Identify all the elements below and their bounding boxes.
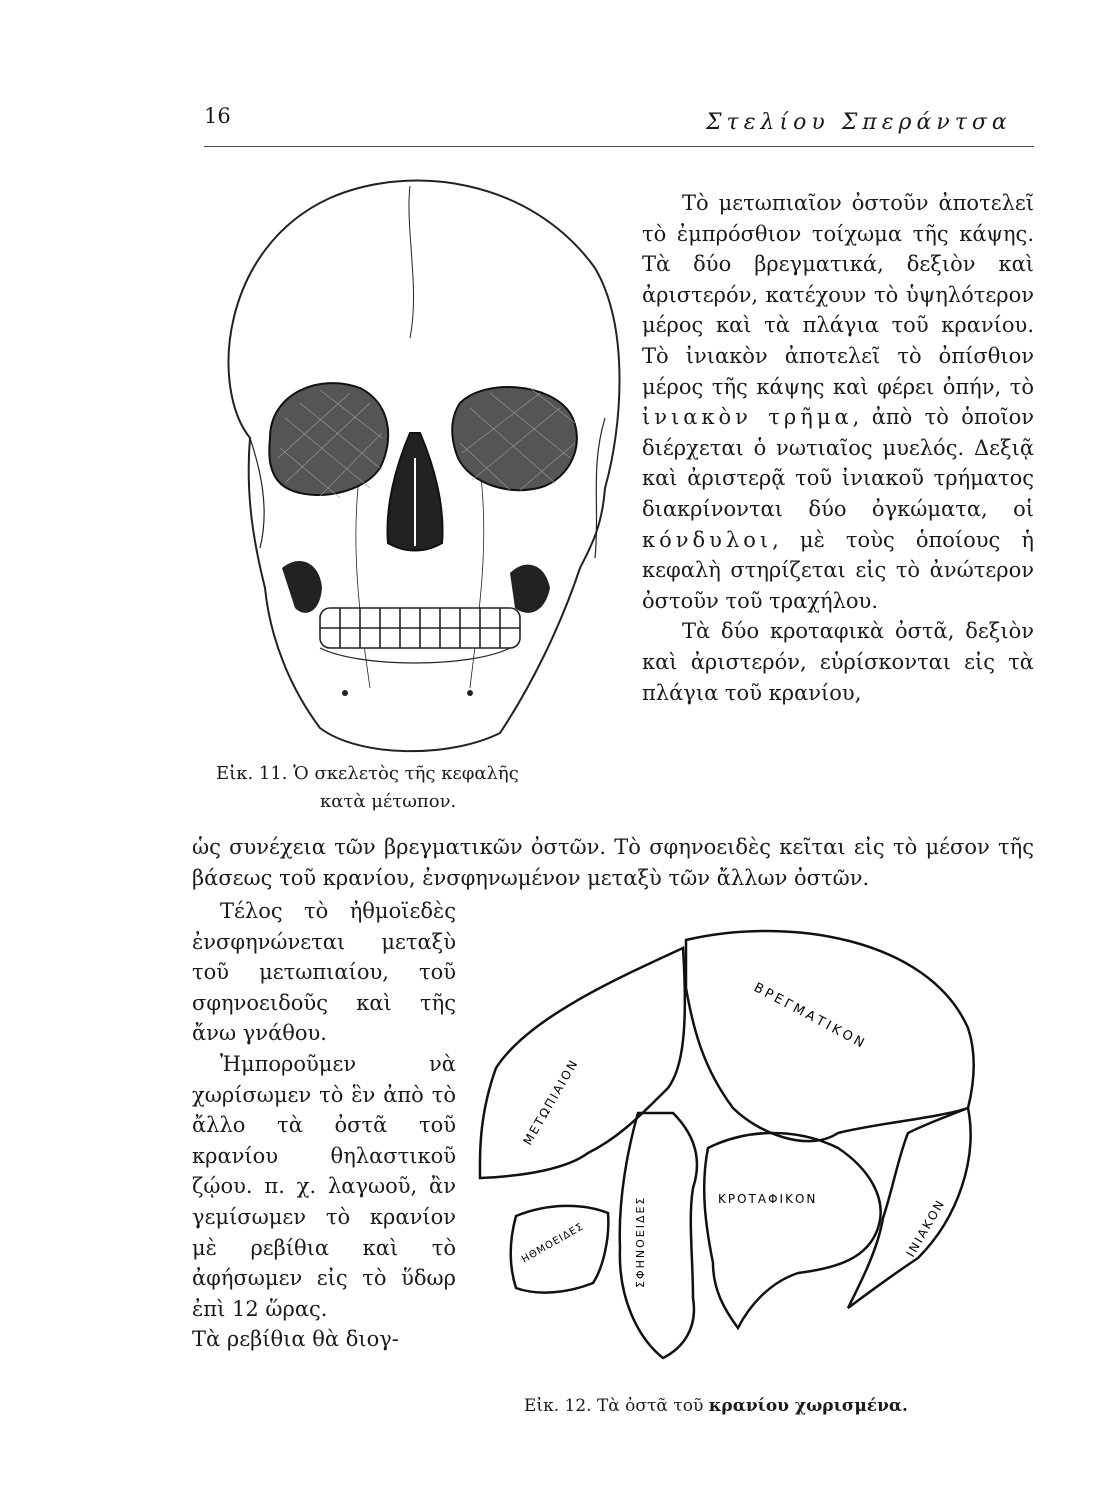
- figure-12-label: Εἰκ. 12.: [524, 1396, 592, 1416]
- metopiaion-bone-outline: [480, 948, 685, 1178]
- teeth: [320, 608, 520, 648]
- figure-12-caption-text: Τὰ ὀστᾶ τοῦ: [596, 1396, 704, 1416]
- right-column-text: [642, 188, 1034, 708]
- paragraph-ethmoid: Τέλος τὸ ἠθμοϊεδὲς ἐνσφηνώνεται μεταξὺ τοῦ μετωπιαίου, τοῦ σφηνοειδοῦς καὶ τῆς ἄνω γνάθου.: [192, 899, 456, 1046]
- figure-12-caption: [524, 1392, 908, 1420]
- label-iniakon: ΙΝΙΑΚΟΝ: [903, 1196, 948, 1260]
- paragraph-temporal-bones: Τὰ δύο κροταφικὰ ὀστᾶ, δεξιὸν καὶ ἀριστερόν, εὑρίσκονται εἰς τὰ πλάγια τοῦ κρανίου,: [642, 619, 1034, 705]
- running-title: Στελίου Σπεράντσα: [706, 110, 1012, 135]
- figure-11-caption-line1: Ὁ σκελετὸς τῆς κεφαλῆς: [293, 763, 519, 784]
- full-width-text: ὡς συνέχεια τῶν βρεγματικῶν ὀστῶν. Τὸ σφηνοειδὲς κεῖται εἰς τὸ μέσον τῆς βάσεως τοῦ κρανίου, ἐνσφηνωμένον μεταξὺ τῶν ἄλλων ὀστῶν.: [192, 835, 1034, 890]
- label-ithmoeides: ΗΘΜΟΕΙΔΕΣ: [520, 1221, 586, 1266]
- page-number: 16: [204, 104, 231, 128]
- sfinoeides-bone-outline: [620, 1113, 697, 1358]
- label-bregmatikon: ΒΡΕΓΜΑΤΙΚΟΝ: [751, 980, 870, 1053]
- label-sfinoeides: ΣΦΗΝΟΕΙΔΕΣ: [634, 1195, 647, 1288]
- ithmoeides-bone-outline: [511, 1206, 609, 1293]
- figure-11-caption: [216, 760, 616, 816]
- paragraph-continued: Τὰ ρεβίθια θὰ διογ-: [192, 1327, 399, 1352]
- iniakon-bone-outline: [848, 1108, 971, 1308]
- paragraph-cranial-bones: Τὸ μετωπιαῖον ὀστοῦν ἀποτελεῖ τὸ ἐμπρόσθιον τοίχωμα τῆς κάψης. Τὰ δύο βρεγματικά, δεξιὸν καὶ ἀριστερόν, κατέχουν τὸ ὑψηλότερον μέρος καὶ τὰ πλάγια τοῦ κρανίου. Τὸ ἰνιακὸν ἀποτελεῖ τὸ ὀπίσθιον μέρος τῆς κάψης καὶ φέρει ὀπήν, τὸ ἰνιακὸν τρῆμα, ἀπὸ τὸ ὁποῖον διέρχεται ὁ νωτιαῖος μυελός. Δεξιᾷ καὶ ἀριστερᾷ τοῦ ἰνιακοῦ τρήματος διακρίνονται δύο ὀγκώματα, οἱ κόνδυλοι, μὲ τοὺς ὁποίους ἡ κεφαλὴ στηρίζεται εἰς τὸ ἀνώτερον ὀστοῦν τοῦ τραχήλου.: [642, 191, 1034, 613]
- figure-12-caption-emphasis: κρανίου χωρισμένα.: [708, 1396, 908, 1416]
- krotafikon-bone-outline: [704, 1133, 880, 1328]
- label-krotafikon: ΚΡΟΤΑΦΙΚΟΝ: [718, 1192, 818, 1206]
- left-column-text: [192, 896, 456, 1355]
- right-orbit: [452, 387, 577, 490]
- figure-11-label: Εἰκ. 11.: [216, 763, 288, 784]
- spaced-term-condyles: κόνδυλοι: [642, 527, 773, 552]
- label-metopiaion: ΜΕΤΩΠΙΑΙΟΝ: [520, 1056, 582, 1148]
- header-rule: [204, 146, 1034, 147]
- left-orbit: [269, 383, 388, 495]
- skull-front-illustration: [210, 168, 630, 768]
- paragraph-separation: Ἠμποροῦμεν νὰ χωρίσωμεν τὸ ἓν ἀπὸ τὸ ἄλλο τὰ ὀστᾶ τοῦ κρανίου θηλαστικοῦ ζῴου. π. χ. λαγωοῦ, ἂν γεμίσωμεν τὸ κρανίον μὲ ρεβίθια καὶ τὸ ἀφήσωμεν εἰς τὸ ὕδωρ ἐπὶ 12 ὥρας.: [192, 1051, 456, 1321]
- spaced-term-foramen: ἰνιακὸν τρῆμα: [642, 405, 853, 430]
- bregmatikon-bone-outline: [686, 931, 974, 1141]
- figure-11-caption-line2: κατὰ μέτωπον.: [320, 791, 457, 812]
- separated-skull-bones-diagram: [468, 918, 1008, 1388]
